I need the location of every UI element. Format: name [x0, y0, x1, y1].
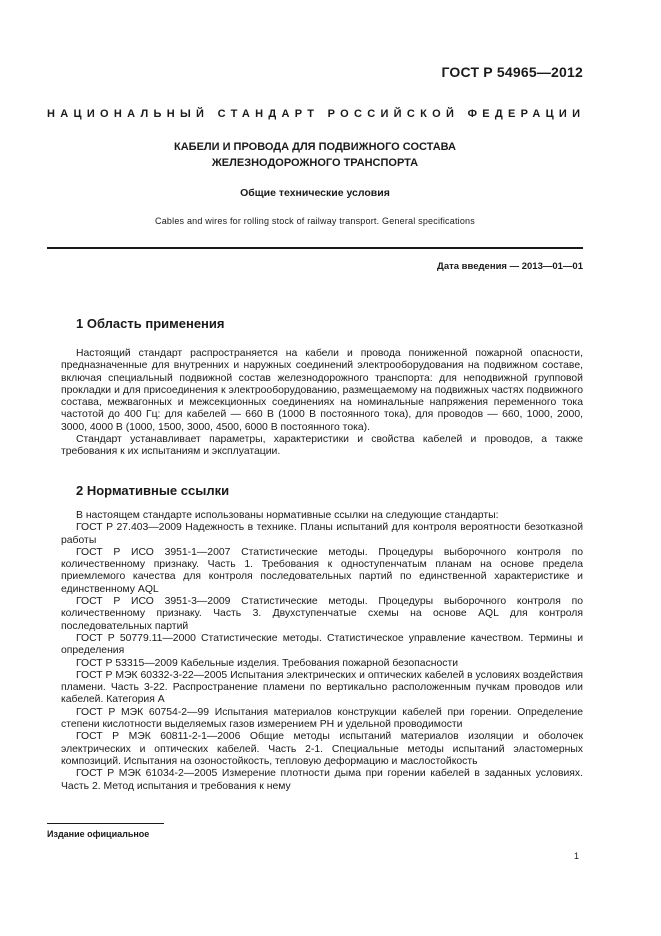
reference-item: ГОСТ Р МЭК 61034-2—2005 Измерение плотности дыма при горении кабелей в заданных условиях. Часть 2. Метод испытания и требования к нему: [61, 768, 583, 792]
paragraph: Настоящий стандарт распространяется на кабели и провода пониженной пожарной опасности, предназначенные для внутренних и наружных соединений электрооборудования на подвижном составе, включая специальный подвижной состав железнодорожного транспорта: для неподвижной групповой прокладки и для присоединения к электрооборудованию, размещаемому на подвижных частях подвижного состава, межвагонных и межсекционных соединениях на номинальные напряжения переменного тока частотой до 400 Гц: для кабелей — 660 В (1000 В постоянного тока), для проводов — 660, 1000, 2000, 3000, 4000 В (1000, 1500, 3000, 4500, 6000 В постоянного тока).: [61, 348, 583, 433]
footer-divider: [47, 823, 164, 824]
page-number: 1: [573, 851, 579, 861]
title-line-1: КАБЕЛИ И ПРОВОДА ДЛЯ ПОДВИЖНОГО СОСТАВА: [174, 141, 456, 153]
introduction-date: Дата введения — 2013—01—01: [437, 261, 583, 272]
reference-item: ГОСТ Р МЭК 60754-2—99 Испытания материалов конструкции кабелей при горении. Определение степени кислотности выделяемых газов измерением PH и удельной проводимости: [61, 706, 583, 731]
reference-item: ГОСТ Р 27.403—2009 Надежность в технике. Планы испытаний для контроля вероятности безотказной работы: [61, 522, 583, 546]
paragraph: В настоящем стандарте использованы нормативные ссылки на следующие стандарты:: [76, 510, 499, 521]
reference-item: ГОСТ Р МЭК 60332-3-22—2005 Испытания электрических и оптических кабелей в условиях воздействия пламени. Часть 3-22. Распространение пламени по вертикально расположенным пучкам проводов или кабелей. Категория А: [61, 669, 583, 706]
reference-item: ГОСТ Р 53315—2009 Кабельные изделия. Требования пожарной безопасности: [76, 657, 459, 669]
title-line-2: ЖЕЛЕЗНОДОРОЖНОГО ТРАНСПОРТА: [211, 157, 419, 169]
national-standard-banner: НАЦИОНАЛЬНЫЙ СТАНДАРТ РОССИЙСКОЙ ФЕДЕРАЦИИ: [47, 108, 586, 120]
section-1-body: [61, 348, 583, 459]
english-title: Cables and wires for rolling stock of railway transport. General specifications: [155, 216, 475, 226]
section-2-heading: 2 Нормативные ссылки: [76, 483, 230, 498]
header-divider: [47, 247, 583, 249]
reference-item: ГОСТ Р ИСО 3951-1—2007 Статистические методы. Процедуры выборочного контроля по количественному признаку. Часть 1. Требования к одноступенчатым планам на основе предела приемлемого качества для контроля последовательных партий по единственной характеристике и единственному AQL: [61, 546, 583, 595]
reference-item: ГОСТ Р 50779.11—2000 Статистические методы. Статистическое управление качеством. Термины и определения: [61, 632, 583, 657]
paragraph: Стандарт устанавливает параметры, характеристики и свойства кабелей и проводов, а также требования к их испытаниям и эксплуатации.: [61, 434, 583, 458]
section-2-body: [61, 510, 583, 793]
section-1-heading: 1 Область применения: [76, 316, 225, 331]
title-subtitle: Общие технические условия: [240, 187, 390, 199]
reference-item: ГОСТ Р МЭК 60811-2-1—2006 Общие методы испытаний материалов изоляции и оболочек электрических и оптических кабелей. Часть 2-1. Специальные методы испытаний эластомерных композиций. Испытания на озоностойкость, тепловую деформацию и маслостойкость: [61, 731, 583, 767]
reference-item: ГОСТ Р ИСО 3951-3—2009 Статистические методы. Процедуры выборочного контроля по количественному признаку. Часть 3. Двухступенчатые схемы на основе AQL для контроля последовательных партий: [61, 596, 583, 632]
edition-label: Издание официальное: [47, 829, 150, 839]
standard-id: ГОСТ Р 54965—2012: [441, 64, 583, 80]
